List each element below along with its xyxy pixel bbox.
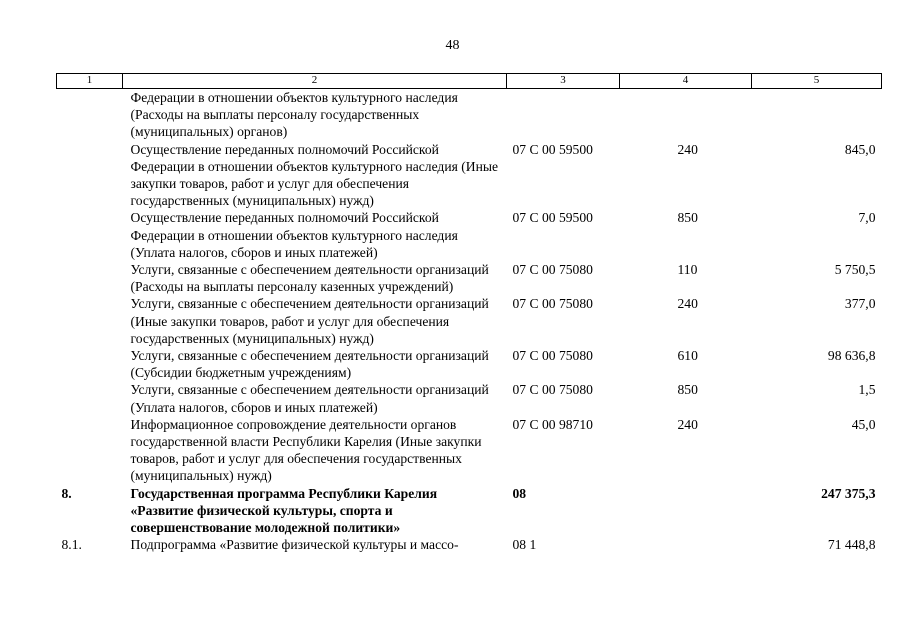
- row-name: Федерации в отношении объектов культурного наследия (Расходы на выплаты персоналу государственных (муниципальных) органов): [130, 90, 458, 140]
- row-target-code: 07 С 00 75080: [512, 262, 593, 278]
- row-expense-type: 850: [677, 382, 698, 398]
- table-row: [57, 536, 882, 553]
- budget-table: [56, 73, 882, 553]
- row-number: 8.1.: [61, 537, 82, 553]
- table-row: [57, 381, 882, 415]
- row-number: [57, 381, 123, 415]
- table-row: [57, 347, 882, 381]
- row-number: [57, 261, 123, 295]
- table-row: [57, 209, 882, 261]
- row-expense-type: [620, 536, 752, 553]
- table-row: [57, 261, 882, 295]
- page-number: 48: [445, 38, 460, 53]
- column-header-2: 2: [123, 74, 507, 89]
- row-number: [57, 89, 123, 141]
- row-name: Подпрограмма «Развитие физической культуры и массо-: [130, 537, 459, 553]
- row-name: Осуществление переданных полномочий Российской Федерации в отношении объектов культурного наследия (Уплата налогов, сборов и иных платежей): [130, 210, 458, 260]
- table-header: [57, 74, 882, 89]
- row-amount: 71 448,8: [827, 537, 876, 553]
- row-amount: [752, 89, 882, 141]
- table-body: [57, 89, 882, 554]
- row-expense-type: 110: [677, 262, 698, 278]
- table-row: [57, 416, 882, 485]
- table-row: [57, 295, 882, 347]
- row-number: [57, 141, 123, 210]
- row-amount: 45,0: [851, 416, 876, 432]
- column-header-3: 3: [507, 74, 620, 89]
- row-target-code: 07 С 00 98710: [512, 416, 593, 432]
- row-name: Услуги, связанные с обеспечением деятельности организаций (Иные закупки товаров, работ и услуг для обеспечения государственных (муниципальных) нужд): [130, 296, 489, 346]
- row-name: Услуги, связанные с обеспечением деятельности организаций (Уплата налогов, сборов и иных платежей): [130, 382, 489, 415]
- table-row: [57, 141, 882, 210]
- row-number: [57, 295, 123, 347]
- row-target-code: [507, 89, 620, 141]
- row-amount: 377,0: [844, 296, 876, 312]
- row-amount: 98 636,8: [827, 348, 876, 364]
- row-expense-type: 850: [677, 210, 698, 226]
- row-expense-type: [620, 89, 752, 141]
- header-row: [57, 74, 882, 89]
- row-number: 8.: [61, 485, 72, 501]
- row-name: Осуществление переданных полномочий Российской Федерации в отношении объектов культурного наследия (Иные закупки товаров, работ и услуг для обеспечения государственных (муниципальных) нужд): [130, 141, 499, 209]
- column-header-5: 5: [752, 74, 882, 89]
- row-target-code: 07 С 00 75080: [512, 296, 593, 312]
- row-target-code: 07 С 00 59500: [512, 141, 593, 157]
- row-expense-type: 240: [677, 296, 698, 312]
- row-expense-type: [620, 485, 752, 537]
- row-amount: 247 375,3: [821, 485, 876, 501]
- column-header-4: 4: [620, 74, 752, 89]
- row-name: Государственная программа Республики Карелия «Развитие физической культуры, спорта и совершенствование молодежной политики»: [130, 485, 438, 536]
- row-amount: 5 750,5: [834, 262, 876, 278]
- row-number: [57, 209, 123, 261]
- row-target-code: 08: [512, 485, 527, 501]
- row-target-code: 08 1: [512, 537, 537, 553]
- row-target-code: 07 С 00 75080: [512, 348, 593, 364]
- row-name: Услуги, связанные с обеспечением деятельности организаций (Расходы на выплаты персоналу казенных учреждений): [130, 262, 489, 295]
- row-name: Информационное сопровождение деятельности органов государственной власти Республики Карелия (Иные закупки товаров, работ и услуг для обеспечения государственных (муниципальных) нужд): [130, 416, 482, 484]
- row-number: [57, 347, 123, 381]
- row-number: [57, 416, 123, 485]
- row-expense-type: 240: [677, 416, 698, 432]
- row-target-code: 07 С 00 75080: [512, 382, 593, 398]
- row-amount: 7,0: [858, 210, 876, 226]
- row-name: Услуги, связанные с обеспечением деятельности организаций (Субсидии бюджетным учреждениям): [130, 348, 489, 381]
- table-row-program: [57, 485, 882, 537]
- row-target-code: 07 С 00 59500: [512, 210, 593, 226]
- row-amount: 1,5: [858, 382, 876, 398]
- row-amount: 845,0: [844, 141, 876, 157]
- row-expense-type: 240: [677, 141, 698, 157]
- table-row: [57, 89, 882, 141]
- row-expense-type: 610: [677, 348, 698, 364]
- column-header-1: 1: [57, 74, 123, 89]
